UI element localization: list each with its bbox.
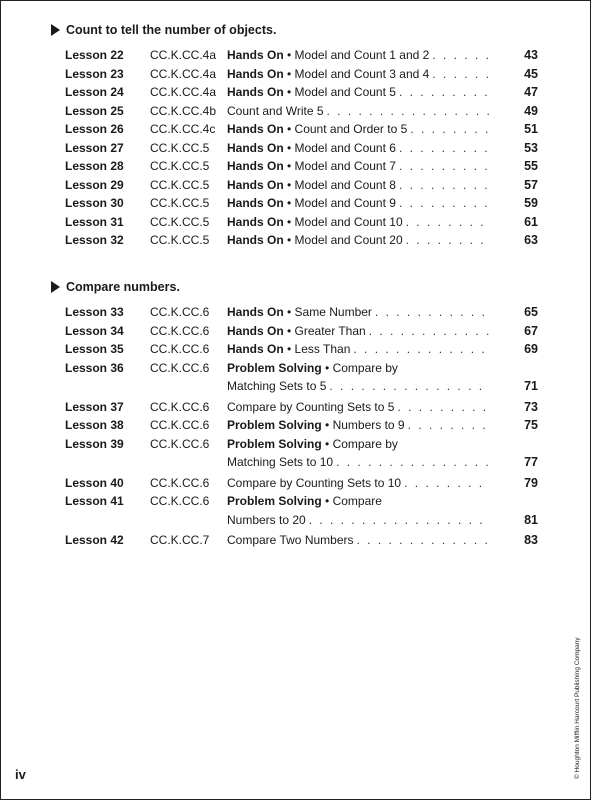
lesson-title-text: Count and Order to 5 <box>294 122 408 136</box>
page-ref: 45 <box>524 66 538 81</box>
lesson-type-label: Hands On <box>227 214 284 229</box>
lesson-title <box>227 83 492 102</box>
bullet-separator: • <box>283 305 295 319</box>
standard-code: CC.K.CC.6 <box>150 399 210 414</box>
bullet-separator: • <box>283 48 295 62</box>
lesson-title-line <box>227 511 492 530</box>
dot-leader <box>399 194 489 213</box>
lesson-type-label: Hands On <box>227 233 284 247</box>
lesson-type-label: Hands On <box>227 122 284 136</box>
lesson-type-label: Hands On <box>227 159 284 173</box>
lesson-title <box>227 322 492 341</box>
dot-leader <box>309 511 489 530</box>
lesson-type-label: Hands On <box>227 66 284 81</box>
dot-leader <box>327 102 490 121</box>
standard-code: CC.K.CC.6 <box>150 475 210 490</box>
lesson-number: Lesson 40 <box>65 475 124 490</box>
page-ref: 55 <box>524 159 538 173</box>
lesson-type-label: Hands On <box>227 85 284 99</box>
lesson-title-text: Compare Two Numbers <box>227 533 354 547</box>
lesson-title <box>227 474 492 493</box>
lesson-type-label: Problem Solving <box>227 436 322 451</box>
lesson-title <box>227 157 492 176</box>
bullet-separator: • <box>283 233 295 247</box>
section-count-objects <box>1 21 590 250</box>
table-row <box>1 194 590 213</box>
standard-code: CC.K.CC.4b <box>150 103 217 118</box>
lesson-title-text: Model and Count 20 <box>294 233 403 247</box>
page-ref: 83 <box>524 533 538 547</box>
lesson-number: Lesson 32 <box>65 233 124 247</box>
lesson-title-text: Compare by Counting Sets to 10 <box>227 475 402 490</box>
lesson-title-text: Numbers to 9 <box>332 418 405 432</box>
lesson-title <box>227 531 492 550</box>
lesson-number: Lesson 36 <box>65 360 124 375</box>
copyright-notice: © Houghton Mifflin Harcourt Publishing Company <box>574 637 581 779</box>
lesson-title-text: Model and Count 8 <box>294 177 396 192</box>
lesson-title-text: Model and Count 9 <box>294 196 396 210</box>
bullet-separator: • <box>283 122 295 136</box>
table-row <box>1 102 590 121</box>
lesson-type-label: Hands On <box>227 177 284 192</box>
table-row <box>1 398 590 417</box>
standard-code: CC.K.CC.4a <box>150 48 217 62</box>
dot-leader <box>432 65 489 84</box>
triangle-bullet-icon <box>51 24 60 36</box>
lesson-title-line <box>227 416 492 435</box>
standard-code: CC.K.CC.5 <box>150 196 210 210</box>
page-ref: 63 <box>524 233 538 247</box>
bullet-separator: • <box>321 494 333 508</box>
lesson-type-label: Hands On <box>227 196 284 210</box>
bullet-separator: • <box>321 360 333 375</box>
section-heading <box>51 278 590 296</box>
standard-code: CC.K.CC.7 <box>150 533 210 547</box>
lesson-number: Lesson 37 <box>65 399 124 414</box>
lesson-title <box>227 231 492 250</box>
lesson-title-text: Model and Count 7 <box>294 159 396 173</box>
lesson-type-label: Problem Solving <box>227 360 322 375</box>
lesson-title <box>227 120 492 139</box>
lesson-title-text: Count and Write 5 <box>227 103 324 118</box>
dot-leader <box>357 531 490 550</box>
lesson-number: Lesson 26 <box>65 122 124 136</box>
lesson-title-line <box>227 531 492 550</box>
bullet-separator: • <box>283 196 295 210</box>
standard-code: CC.K.CC.6 <box>150 342 210 356</box>
table-row <box>1 322 590 341</box>
lesson-title <box>227 65 492 84</box>
dot-leader <box>406 213 489 232</box>
table-row <box>1 435 590 472</box>
lesson-type-label: Hands On <box>227 305 284 319</box>
table-row <box>1 157 590 176</box>
dot-leader <box>404 474 489 493</box>
page-ref: 71 <box>524 379 538 393</box>
lesson-title-line <box>227 102 492 121</box>
standard-code: CC.K.CC.5 <box>150 140 210 155</box>
bullet-separator: • <box>283 323 295 338</box>
page-ref: 67 <box>524 323 538 338</box>
section-heading <box>51 21 590 39</box>
dot-leader <box>397 398 489 417</box>
standard-code: CC.K.CC.6 <box>150 436 210 451</box>
lesson-title <box>227 46 492 65</box>
table-row <box>1 83 590 102</box>
bullet-separator: • <box>283 342 295 356</box>
lesson-title-text: Compare by <box>332 436 398 451</box>
dot-leader <box>432 46 489 65</box>
lesson-title <box>227 194 492 213</box>
lesson-title-line <box>227 398 492 417</box>
bullet-separator: • <box>321 436 333 451</box>
page-ref: 43 <box>524 48 538 62</box>
page-ref: 61 <box>524 214 538 229</box>
page-ref: 51 <box>524 122 538 136</box>
lesson-title-line <box>227 139 492 158</box>
lesson-number: Lesson 41 <box>65 494 124 508</box>
lesson-number: Lesson 22 <box>65 48 124 62</box>
bullet-separator: • <box>283 159 295 173</box>
table-row <box>1 139 590 158</box>
lesson-title-line <box>227 303 492 322</box>
lesson-number: Lesson 39 <box>65 436 124 451</box>
lesson-type-label: Hands On <box>227 48 284 62</box>
section-heading-text: Compare numbers. <box>66 280 180 294</box>
section-heading-text: Count to tell the number of objects. <box>66 23 277 37</box>
lesson-title <box>227 435 492 472</box>
lesson-title-text: Model and Count 10 <box>294 214 403 229</box>
lesson-title-line <box>227 231 492 250</box>
dot-leader <box>375 303 489 322</box>
bullet-separator: • <box>283 66 295 81</box>
lesson-number: Lesson 24 <box>65 85 124 99</box>
bullet-separator: • <box>283 140 295 155</box>
lesson-title-line <box>227 65 492 84</box>
lesson-type-label: Hands On <box>227 342 284 356</box>
page-ref: 79 <box>524 475 538 490</box>
table-row <box>1 416 590 435</box>
standard-code: CC.K.CC.5 <box>150 214 210 229</box>
standard-code: CC.K.CC.4a <box>150 66 217 81</box>
dot-leader <box>399 139 489 158</box>
lesson-title-line <box>227 435 492 454</box>
lesson-title <box>227 359 492 396</box>
lesson-type-label: Hands On <box>227 140 284 155</box>
lesson-title-line <box>227 157 492 176</box>
page-ref: 75 <box>524 418 538 432</box>
lesson-title-line <box>227 340 492 359</box>
triangle-bullet-icon <box>51 281 60 293</box>
lesson-number: Lesson 25 <box>65 103 124 118</box>
table-row <box>1 340 590 359</box>
lesson-title <box>227 340 492 359</box>
lesson-title <box>227 176 492 195</box>
lesson-title-text: Less Than <box>294 342 351 356</box>
dot-leader <box>399 157 489 176</box>
page-ref: 49 <box>524 103 538 118</box>
lesson-title-line <box>227 176 492 195</box>
standard-code: CC.K.CC.6 <box>150 323 210 338</box>
lesson-title-line <box>227 377 492 396</box>
lesson-number: Lesson 28 <box>65 159 124 173</box>
lesson-number: Lesson 30 <box>65 196 124 210</box>
lesson-title-line <box>227 46 492 65</box>
lesson-number: Lesson 42 <box>65 533 124 547</box>
lesson-type-label: Hands On <box>227 323 284 338</box>
lesson-title <box>227 303 492 322</box>
page-ref: 69 <box>524 342 538 356</box>
lesson-title <box>227 416 492 435</box>
lesson-title-line <box>227 120 492 139</box>
lesson-title-text: Matching Sets to 5 <box>227 379 327 393</box>
section-compare-numbers <box>1 278 590 550</box>
lesson-title <box>227 398 492 417</box>
table-row <box>1 231 590 250</box>
lesson-title-text: Model and Count 6 <box>294 140 396 155</box>
bullet-separator: • <box>283 214 295 229</box>
dot-leader <box>329 377 489 396</box>
lesson-title-line <box>227 213 492 232</box>
lesson-title-text: Greater Than <box>294 323 366 338</box>
lesson-title-line <box>227 359 492 378</box>
lesson-title-line <box>227 322 492 341</box>
lesson-number: Lesson 23 <box>65 66 124 81</box>
lesson-title-line <box>227 492 492 511</box>
standard-code: CC.K.CC.5 <box>150 159 210 173</box>
lesson-type-label: Problem Solving <box>227 494 322 508</box>
dot-leader <box>399 83 489 102</box>
standard-code: CC.K.CC.5 <box>150 177 210 192</box>
lesson-number: Lesson 34 <box>65 323 124 338</box>
page-ref: 77 <box>524 455 538 469</box>
standard-code: CC.K.CC.6 <box>150 418 210 432</box>
lesson-number: Lesson 33 <box>65 305 124 319</box>
table-row <box>1 65 590 84</box>
table-row <box>1 46 590 65</box>
lesson-number: Lesson 29 <box>65 177 124 192</box>
lesson-title <box>227 213 492 232</box>
table-row <box>1 303 590 322</box>
lesson-title-text: Model and Count 3 and 4 <box>294 66 430 81</box>
dot-leader <box>369 322 489 341</box>
lesson-title-text: Model and Count 5 <box>294 85 396 99</box>
lesson-type-label: Problem Solving <box>227 418 322 432</box>
standard-code: CC.K.CC.6 <box>150 305 210 319</box>
bullet-separator: • <box>321 418 333 432</box>
lesson-number: Lesson 27 <box>65 140 124 155</box>
table-row <box>1 213 590 232</box>
dot-leader <box>353 340 489 359</box>
lesson-list <box>1 46 590 250</box>
lesson-title-text: Matching Sets to 10 <box>227 455 334 469</box>
standard-code: CC.K.CC.5 <box>150 233 210 247</box>
lesson-title <box>227 139 492 158</box>
dot-leader <box>410 120 489 139</box>
lesson-title-text: Compare by Counting Sets to 5 <box>227 399 395 414</box>
standard-code: CC.K.CC.4c <box>150 122 216 136</box>
lesson-list <box>1 303 590 550</box>
lesson-number: Lesson 31 <box>65 214 124 229</box>
lesson-title-text: Same Number <box>294 305 372 319</box>
page-ref: 81 <box>524 512 538 527</box>
lesson-title-line <box>227 83 492 102</box>
standard-code: CC.K.CC.6 <box>150 360 210 375</box>
table-row <box>1 359 590 396</box>
table-row <box>1 474 590 493</box>
page-ref: 57 <box>524 177 538 192</box>
lesson-title-text: Numbers to 20 <box>227 512 306 527</box>
lesson-title-text: Model and Count 1 and 2 <box>294 48 430 62</box>
bullet-separator: • <box>283 177 295 192</box>
bullet-separator: • <box>283 85 295 99</box>
standard-code: CC.K.CC.6 <box>150 494 210 508</box>
lesson-title-line <box>227 474 492 493</box>
standard-code: CC.K.CC.4a <box>150 85 217 99</box>
lesson-title-text: Compare by <box>332 360 398 375</box>
page-number: iv <box>15 767 26 782</box>
lesson-title <box>227 102 492 121</box>
dot-leader <box>406 231 489 250</box>
lesson-title <box>227 492 492 529</box>
table-row <box>1 120 590 139</box>
page-ref: 59 <box>524 196 538 210</box>
dot-leader <box>399 176 489 195</box>
dot-leader <box>408 416 489 435</box>
lesson-number: Lesson 35 <box>65 342 124 356</box>
page-ref: 53 <box>524 140 538 155</box>
lesson-title-text: Compare <box>332 494 382 508</box>
lesson-title-line <box>227 453 492 472</box>
dot-leader <box>336 453 489 472</box>
table-row <box>1 176 590 195</box>
page-ref: 73 <box>524 399 538 414</box>
page-ref: 47 <box>524 85 538 99</box>
page-ref: 65 <box>524 305 538 319</box>
table-row <box>1 531 590 550</box>
lesson-title-line <box>227 194 492 213</box>
table-row <box>1 492 590 529</box>
lesson-number: Lesson 38 <box>65 418 124 432</box>
